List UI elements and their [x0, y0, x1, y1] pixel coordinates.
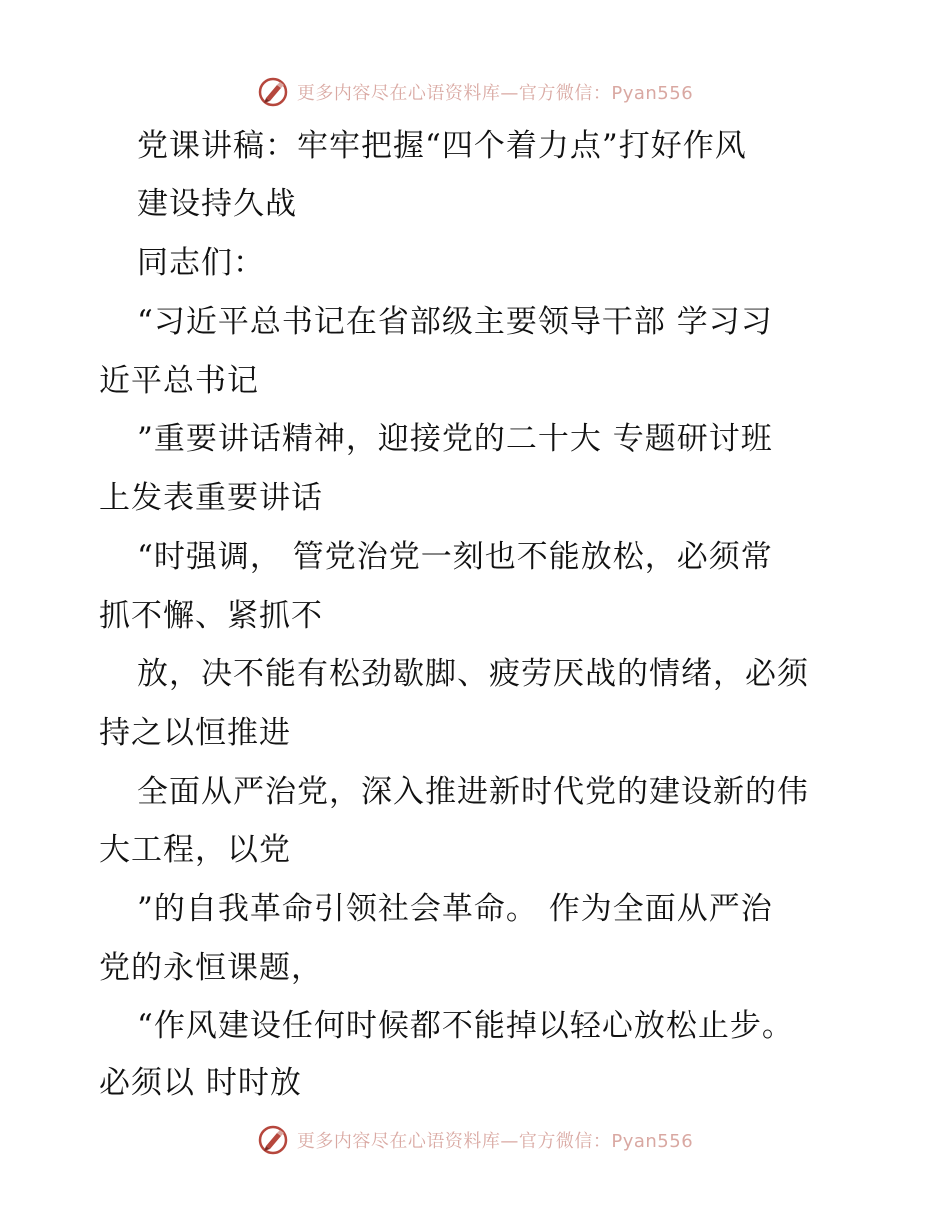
body-line: 全面从严治党，深入推进新时代党的建设新的伟: [137, 774, 809, 810]
watermark-text: 更多内容尽在心语资料库—官方微信：Pyan556: [296, 83, 694, 104]
body-line: 持之以恒推进: [99, 715, 291, 751]
body-line: “作风建设任何时候都不能掉以轻心放松止步。: [137, 1008, 794, 1044]
body-line: 放，决不能有松劲歇脚、疲劳厌战的情绪，必须: [137, 656, 809, 692]
body-line: “习近平总书记在省部级主要领导干部 学习习: [137, 304, 773, 340]
body-line: 上发表重要讲话: [99, 480, 323, 516]
document-title-line-1: 党课讲稿：牢牢把握“四个着力点”打好作风: [137, 128, 747, 164]
pen-logo-icon: [257, 1124, 289, 1156]
body-line: 抓不懈、紧抓不: [99, 598, 323, 634]
pen-logo-icon: [257, 76, 289, 108]
document-title-line-2: 建设持久战: [137, 186, 297, 222]
body-line: 党的永恒课题，: [99, 950, 323, 986]
body-line: 近平总书记: [99, 363, 259, 399]
body-line: ”重要讲话精神，迎接党的二十大 专题研讨班: [137, 421, 773, 457]
body-line: 同志们：: [137, 245, 265, 281]
header-watermark: [0, 72, 950, 112]
body-line: ”的自我革命引领社会革命。 作为全面从严治: [137, 891, 773, 927]
body-line: 必须以 时时放: [99, 1065, 302, 1101]
body-line: 大工程，以党: [99, 832, 291, 868]
footer-watermark: [0, 1120, 950, 1160]
body-line: “时强调， 管党治党一刻也不能放松，必须常: [137, 539, 773, 575]
watermark-text: 更多内容尽在心语资料库—官方微信：Pyan556: [296, 1131, 694, 1152]
